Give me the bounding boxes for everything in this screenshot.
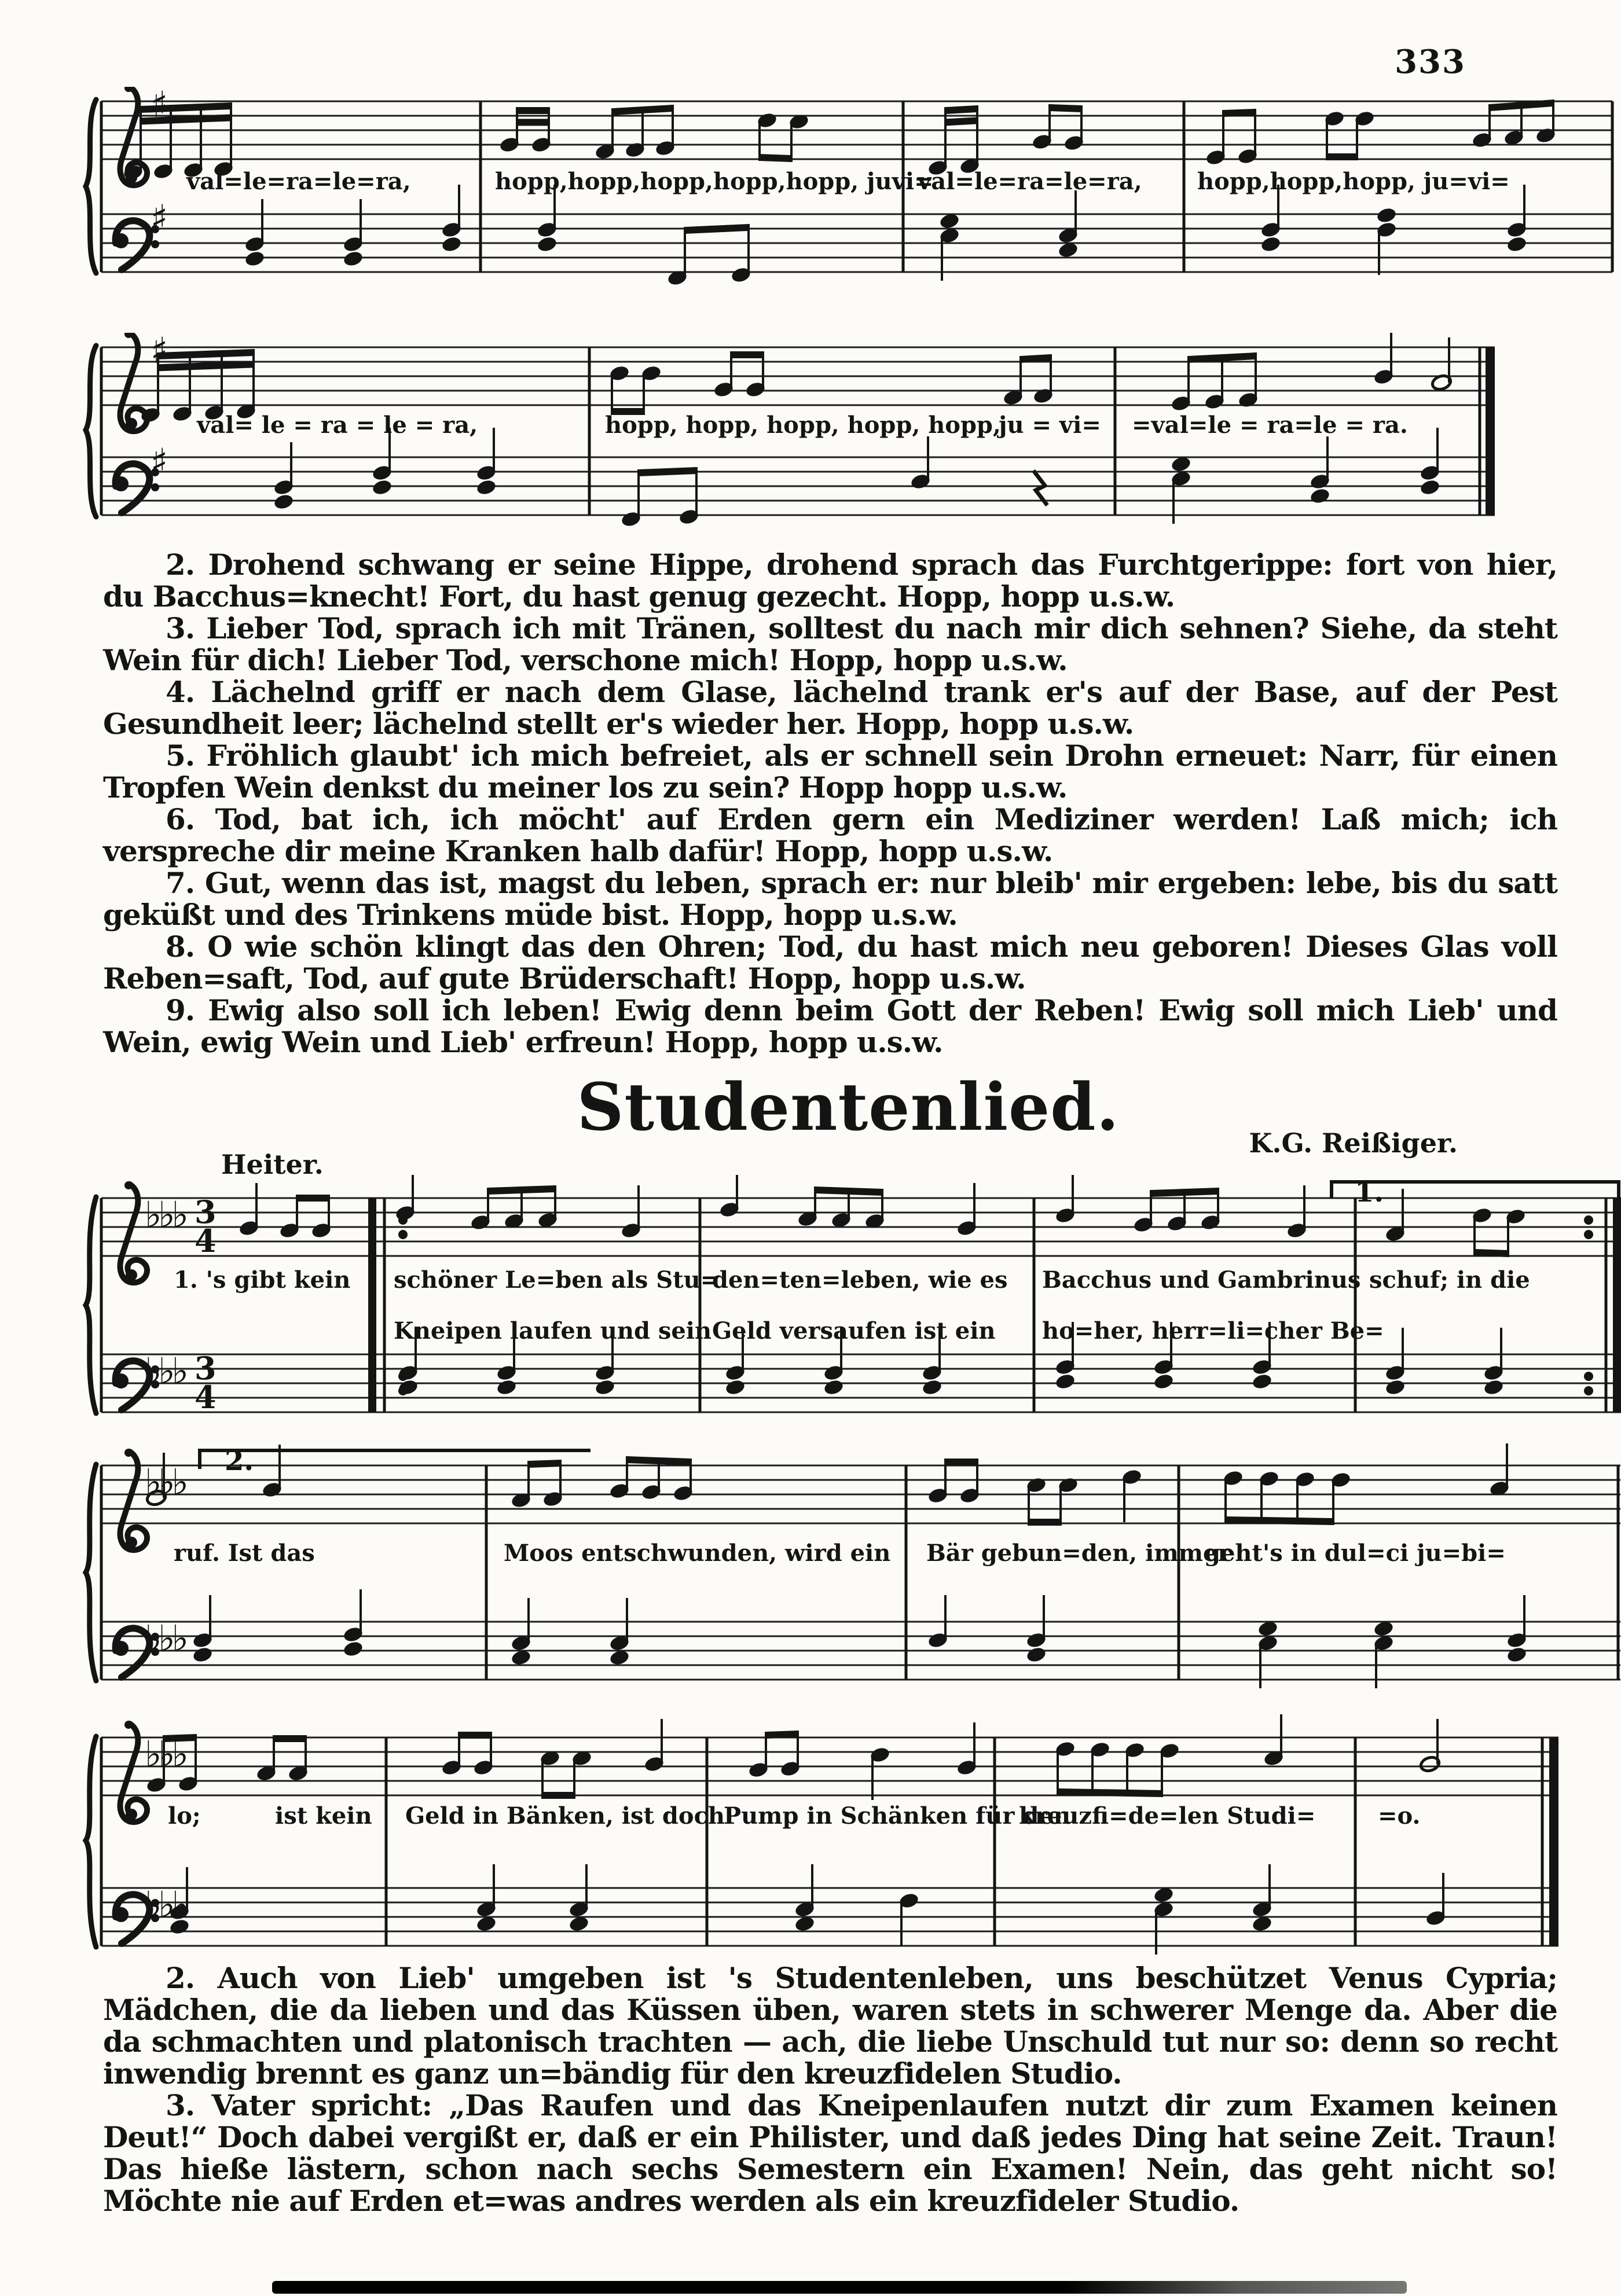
verse-paragraph: 4. Lächelnd griff er nach dem Glase, lächelnd trank er's auf der Base, auf der Pest Gesundheit leer; lächelnd stellt er's wieder her. Hopp, hopp u.s.w. xyxy=(103,675,1557,741)
verse-paragraph: 6. Tod, bat ich, ich möcht' auf Erden gern ein Mediziner werden! Laß mich; ich verspreche dir meine Kranken halb dafür! Hopp, hopp u.s.w. xyxy=(103,802,1557,868)
treble-clef-icon xyxy=(120,1721,147,1822)
music-system-1 xyxy=(81,83,1621,301)
verse-paragraph: 8. O wie schön klingt das den Ohren; Tod, du hast mich neu geboren! Dieses Glas voll Reben=saft, Tod, auf gute Brüderschaft! Hopp, hopp u.s.w. xyxy=(103,930,1557,995)
lyric-text: schuf; in die xyxy=(1369,1266,1530,1294)
time-signature-lower: 4 xyxy=(195,1222,217,1259)
flat-icon: ♭♭♭ xyxy=(145,1350,185,1392)
song-title: Studentenlied. xyxy=(577,1070,1120,1145)
lyric-text: Moos entschwunden, wird ein xyxy=(504,1540,891,1567)
lyric-text: hopp,hopp,hopp, ju=vi= xyxy=(1197,168,1510,195)
lyric-text: den=ten=leben, wie es xyxy=(712,1266,1008,1294)
lyric-text: hopp,hopp,hopp,hopp,hopp, juvi= xyxy=(495,168,934,195)
flat-icon: ♭♭♭ xyxy=(145,1883,185,1926)
staff-notation-svg xyxy=(81,1442,1621,1700)
sharp-icon: ♯ xyxy=(151,329,165,372)
music-system-2 xyxy=(81,329,1621,541)
lyric-text: Pump in Schänken für den xyxy=(724,1802,1070,1830)
music-system-5 xyxy=(81,1714,1621,1960)
lyric-text: kreuzfi=de=len Studi= xyxy=(1019,1802,1316,1830)
flat-icon: ♭♭♭ xyxy=(145,1461,185,1503)
time-signature-upper: 3 xyxy=(195,1350,217,1387)
lyric-text: hopp, hopp, hopp, hopp, hopp, xyxy=(605,412,1001,439)
lyric-text: ju = vi= xyxy=(999,412,1101,439)
lyric-text: lo; xyxy=(168,1802,201,1830)
sharp-icon: ♯ xyxy=(151,440,165,483)
verse-paragraph: 9. Ewig also soll ich leben! Ewig denn beim Gott der Reben! Ewig soll mich Lieb' und Wein, ewig Wein und Lieb' erfreun! Hopp, hopp u.s.w. xyxy=(103,993,1557,1059)
flat-icon: ♭♭♭ xyxy=(145,1193,185,1236)
staff-notation-svg xyxy=(81,1714,1621,1960)
verse-paragraph: 7. Gut, wenn das ist, magst du leben, sprach er: nur bleib' mir ergeben: lebe, bis du satt geküßt und des Trinkens müde bist. Hopp, hopp u.s.w. xyxy=(103,866,1557,932)
composer-credit: K.G. Reißiger. xyxy=(1249,1127,1458,1159)
verses-block xyxy=(103,1962,1557,2217)
time-signature-upper: 3 xyxy=(195,1193,217,1230)
tempo-marking: Heiter. xyxy=(221,1149,324,1180)
verse-paragraph: 2. Auch von Lieb' umgeben ist 's Studentenleben, uns beschützet Venus Cypria; Mädchen, die da lieben und das Küssen üben, waren stets in schwerer Menge da. Aber die da schmachten und platonisch trachten — ach, die liebe Unschuld tut nur so: denn so recht inwendig brennt es ganz un=bändig für den kreuzfidelen Studio. xyxy=(103,1961,1557,2091)
verses-block xyxy=(103,549,1557,1058)
lyric-text: Bacchus und Gambrinus xyxy=(1042,1266,1361,1294)
volta-1-label: 1. xyxy=(1355,1176,1384,1208)
time-signature-lower: 4 xyxy=(195,1379,217,1416)
lyric-text: =o. xyxy=(1378,1802,1421,1830)
flat-icon: ♭♭♭ xyxy=(145,1617,185,1659)
lyric-text: Geld in Bänken, ist doch xyxy=(405,1802,725,1830)
lyric-text: ruf. Ist das xyxy=(174,1540,315,1567)
lyric-text: Bär gebun=den, immer xyxy=(926,1540,1230,1567)
lyric-text: ist kein xyxy=(275,1802,372,1830)
sharp-icon: ♯ xyxy=(151,197,165,239)
music-system-3 xyxy=(81,1175,1621,1432)
lyric-text: geht's in dul=ci ju=bi= xyxy=(1204,1540,1506,1567)
flat-icon: ♭♭♭ xyxy=(145,1733,185,1775)
lyric-text: schöner Le=ben als Stu= xyxy=(394,1266,720,1294)
lyric-text: val=le=ra=le=ra, xyxy=(918,168,1142,195)
lyric-text: 1. 's gibt kein xyxy=(174,1266,351,1294)
lyric-text: val= le = ra = le = ra, xyxy=(197,412,478,439)
volta-2-label: 2. xyxy=(225,1445,254,1477)
treble-clef-icon xyxy=(120,1449,147,1550)
treble-clef-icon xyxy=(120,1181,147,1283)
staff-notation-svg xyxy=(81,1175,1621,1432)
lyric-text: Geld versaufen ist ein xyxy=(712,1317,996,1344)
sharp-icon: ♯ xyxy=(151,83,165,126)
verse-paragraph: 5. Fröhlich glaubt' ich mich befreiet, als er schnell sein Drohn erneuet: Narr, für einen Tropfen Wein denkst du meiner los zu sein? Hopp hopp u.s.w. xyxy=(103,739,1557,804)
music-system-4 xyxy=(81,1442,1621,1700)
verse-paragraph: 2. Drohend schwang er seine Hippe, drohend sprach das Furchtgerippe: fort von hier, du Bacchus=knecht! Fort, du hast genug gezecht. Hopp, hopp u.s.w. xyxy=(103,548,1557,614)
lyric-text: val=le=ra=le=ra, xyxy=(186,168,411,195)
page-number: 333 xyxy=(1395,43,1466,81)
lyric-text: =val=le = ra=le = ra. xyxy=(1132,412,1408,439)
scan-artifact xyxy=(272,2281,1407,2294)
lyric-text: ho=her, herr=li=cher Be= xyxy=(1042,1317,1384,1344)
lyric-text: Kneipen laufen und sein xyxy=(394,1317,712,1344)
verse-paragraph: 3. Lieber Tod, sprach ich mit Tränen, solltest du nach mir dich sehnen? Siehe, da steht Wein für dich! Lieber Tod, verschone mich! Hopp, hopp u.s.w. xyxy=(103,611,1557,677)
verse-paragraph: 3. Vater spricht: „Das Raufen und das Kneipenlaufen nutzt dir zum Examen keinen Deut!“ Doch dabei vergißt er, daß er ein Philister, und daß jedes Ding hat seine Zeit. Traun! Das hieße lästern, schon nach sechs Semestern ein Examen! Nein, das geht nicht so! Möchte nie auf Erden et=was andres werden als ein kreuzfideler Studio. xyxy=(103,2088,1557,2218)
